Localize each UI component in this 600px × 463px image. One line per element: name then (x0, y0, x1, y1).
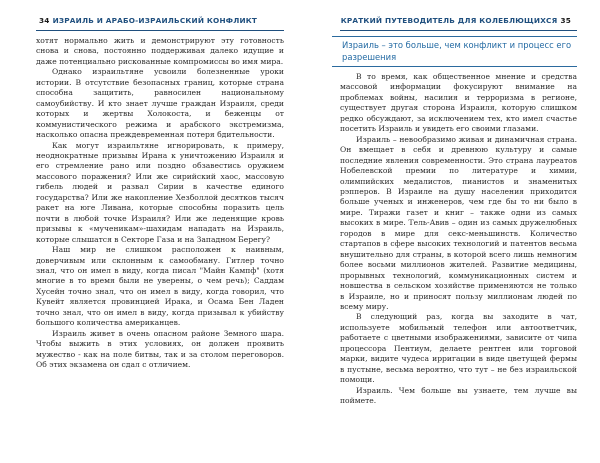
right-paragraph-3: В следующий раз, когда вы заходите в чат, используете мобильный телефон или автоответчик, работаете с цветными изображениями, зависите от чипа процессора Пентиум, делаете рентген или торговой марки, видите чудеса ирригации в виде цветущей фермы в пустыне, весьма вероятно, что тут – не без израильской помощи. (340, 312, 577, 385)
pull-quote-callout: Израиль – это больше, чем конфликт и процесс его разрешения (332, 36, 577, 67)
left-paragraph-3: Как могут израильтяне игнорировать, к примеру, неоднократные призывы Ирана к уничтожению Израиля и его стремление рано или поздно обзавестись оружием массового поражения? Или же сирийский хаос, массовую гибель людей и развал Сирии в качестве единого государства? Или же накопление Хезболлой десятков тысяч ракет на юге Ливана, которые способны поразить цель почти в любой точке Израиля? Или же леденящие кровь призывы к «мученикам»-шахидам нападать на Израиль, которые слышатся в Секторе Газа и на Западном Берегу? (36, 140, 284, 244)
right-running-head-title: КРАТКИЙ ПУТЕВОДИТЕЛЬ ДЛЯ КОЛЕБЛЮЩИХСЯ (340, 16, 558, 25)
left-running-head-title: ИЗРАИЛЬ И АРАБО-ИЗРАИЛЬСКИЙ КОНФЛИКТ (52, 16, 258, 25)
left-paragraph-1: хотят нормально жить и демонстрируют эту готовность снова и снова, постоянно поддерживая далеко идущие и даже потенциально рискованные компромиссы во имя мира. (36, 36, 284, 66)
left-text-column (36, 36, 284, 371)
left-page (0, 0, 298, 463)
left-page-number: 34 (39, 16, 50, 25)
left-header-rule (36, 30, 284, 31)
left-paragraph-2: Однако израильтяне усвоили болезненные уроки истории. В отсутствие безопасных границ, которые страна способна защитить, равносилен национальному самоубийству. И кто знает лучше граждан Израиля, среди которых и жертвы Холокоста, и беженцы от коммунистического режима и арабского экстремизма, насколько опасна преждевременная потеря бдительности. (36, 67, 284, 140)
right-text-column (340, 72, 577, 407)
right-page-number: 35 (560, 16, 571, 25)
right-paragraph-4: Израиль. Чем больше вы узнаете, тем лучше вы поймете. (340, 385, 577, 406)
right-running-header (341, 16, 574, 29)
left-paragraph-4: Наш мир не слишком расположен к наивным, доверчивым или склонным к самообману. Гитлер точно знал, что он имел в виду, когда писал "Майн Кампф" (хотя многие в то время были не уверены, о чем речь); Саддам Хусейн точно знал, что он имел в виду, когда говорил, что Кувейт является провинцией Ирака, и Осама Бен Ладен точно знал, что он имел в виду, когда призывал к убийству большого количества американцев. (36, 245, 284, 328)
right-header-rule (340, 30, 577, 31)
left-running-header (36, 16, 257, 29)
left-paragraph-5: Израиль живет в очень опасном районе Земного шара. Чтобы выжить в этих условиях, он должен проявить мужество - как на поле битвы, так и за столом переговоров. Об этих экзамена он сдал с отличием. (36, 328, 284, 370)
right-paragraph-1: В то время, как общественное мнение и средства массовой информации фокусируют внимание на проблемах войны, насилия и терроризма в регионе, существует другая сторона Израиля, которую слишком редко обсуждают, за исключением тех, кто имел счастье посетить Израиль и увидеть его своими глазами. (340, 72, 577, 134)
right-paragraph-2: Израиль – невообразимо живая и динамичная страна. Он вмещает в себя и древнюю культуру и самые последние явления современности. Это страна лауреатов Нобелевской премии по литературе и химии, олимпийских медалистов, пианистов и знаменитых рэпперов. В Израиле на душу населения приходится больше ученых и инженеров, чем где бы то ни было в мире. Тиражи газет и книг – также одни из самых высоких в мире. Тель-Авив – один из самых дружелюбных городов в мире для секс-меньшинств. Количество стартапов в сфере высоких технологий и патентов весьма внушительно для страны, в которой всего лишь немногим более восьми миллионов жителей. Развитие медицины, прорывных технологий, коммуникационных систем и новшества в сельском хозяйстве применяются не только в Израиле, но и приносят пользу миллионам людей по всему миру. (340, 134, 577, 311)
